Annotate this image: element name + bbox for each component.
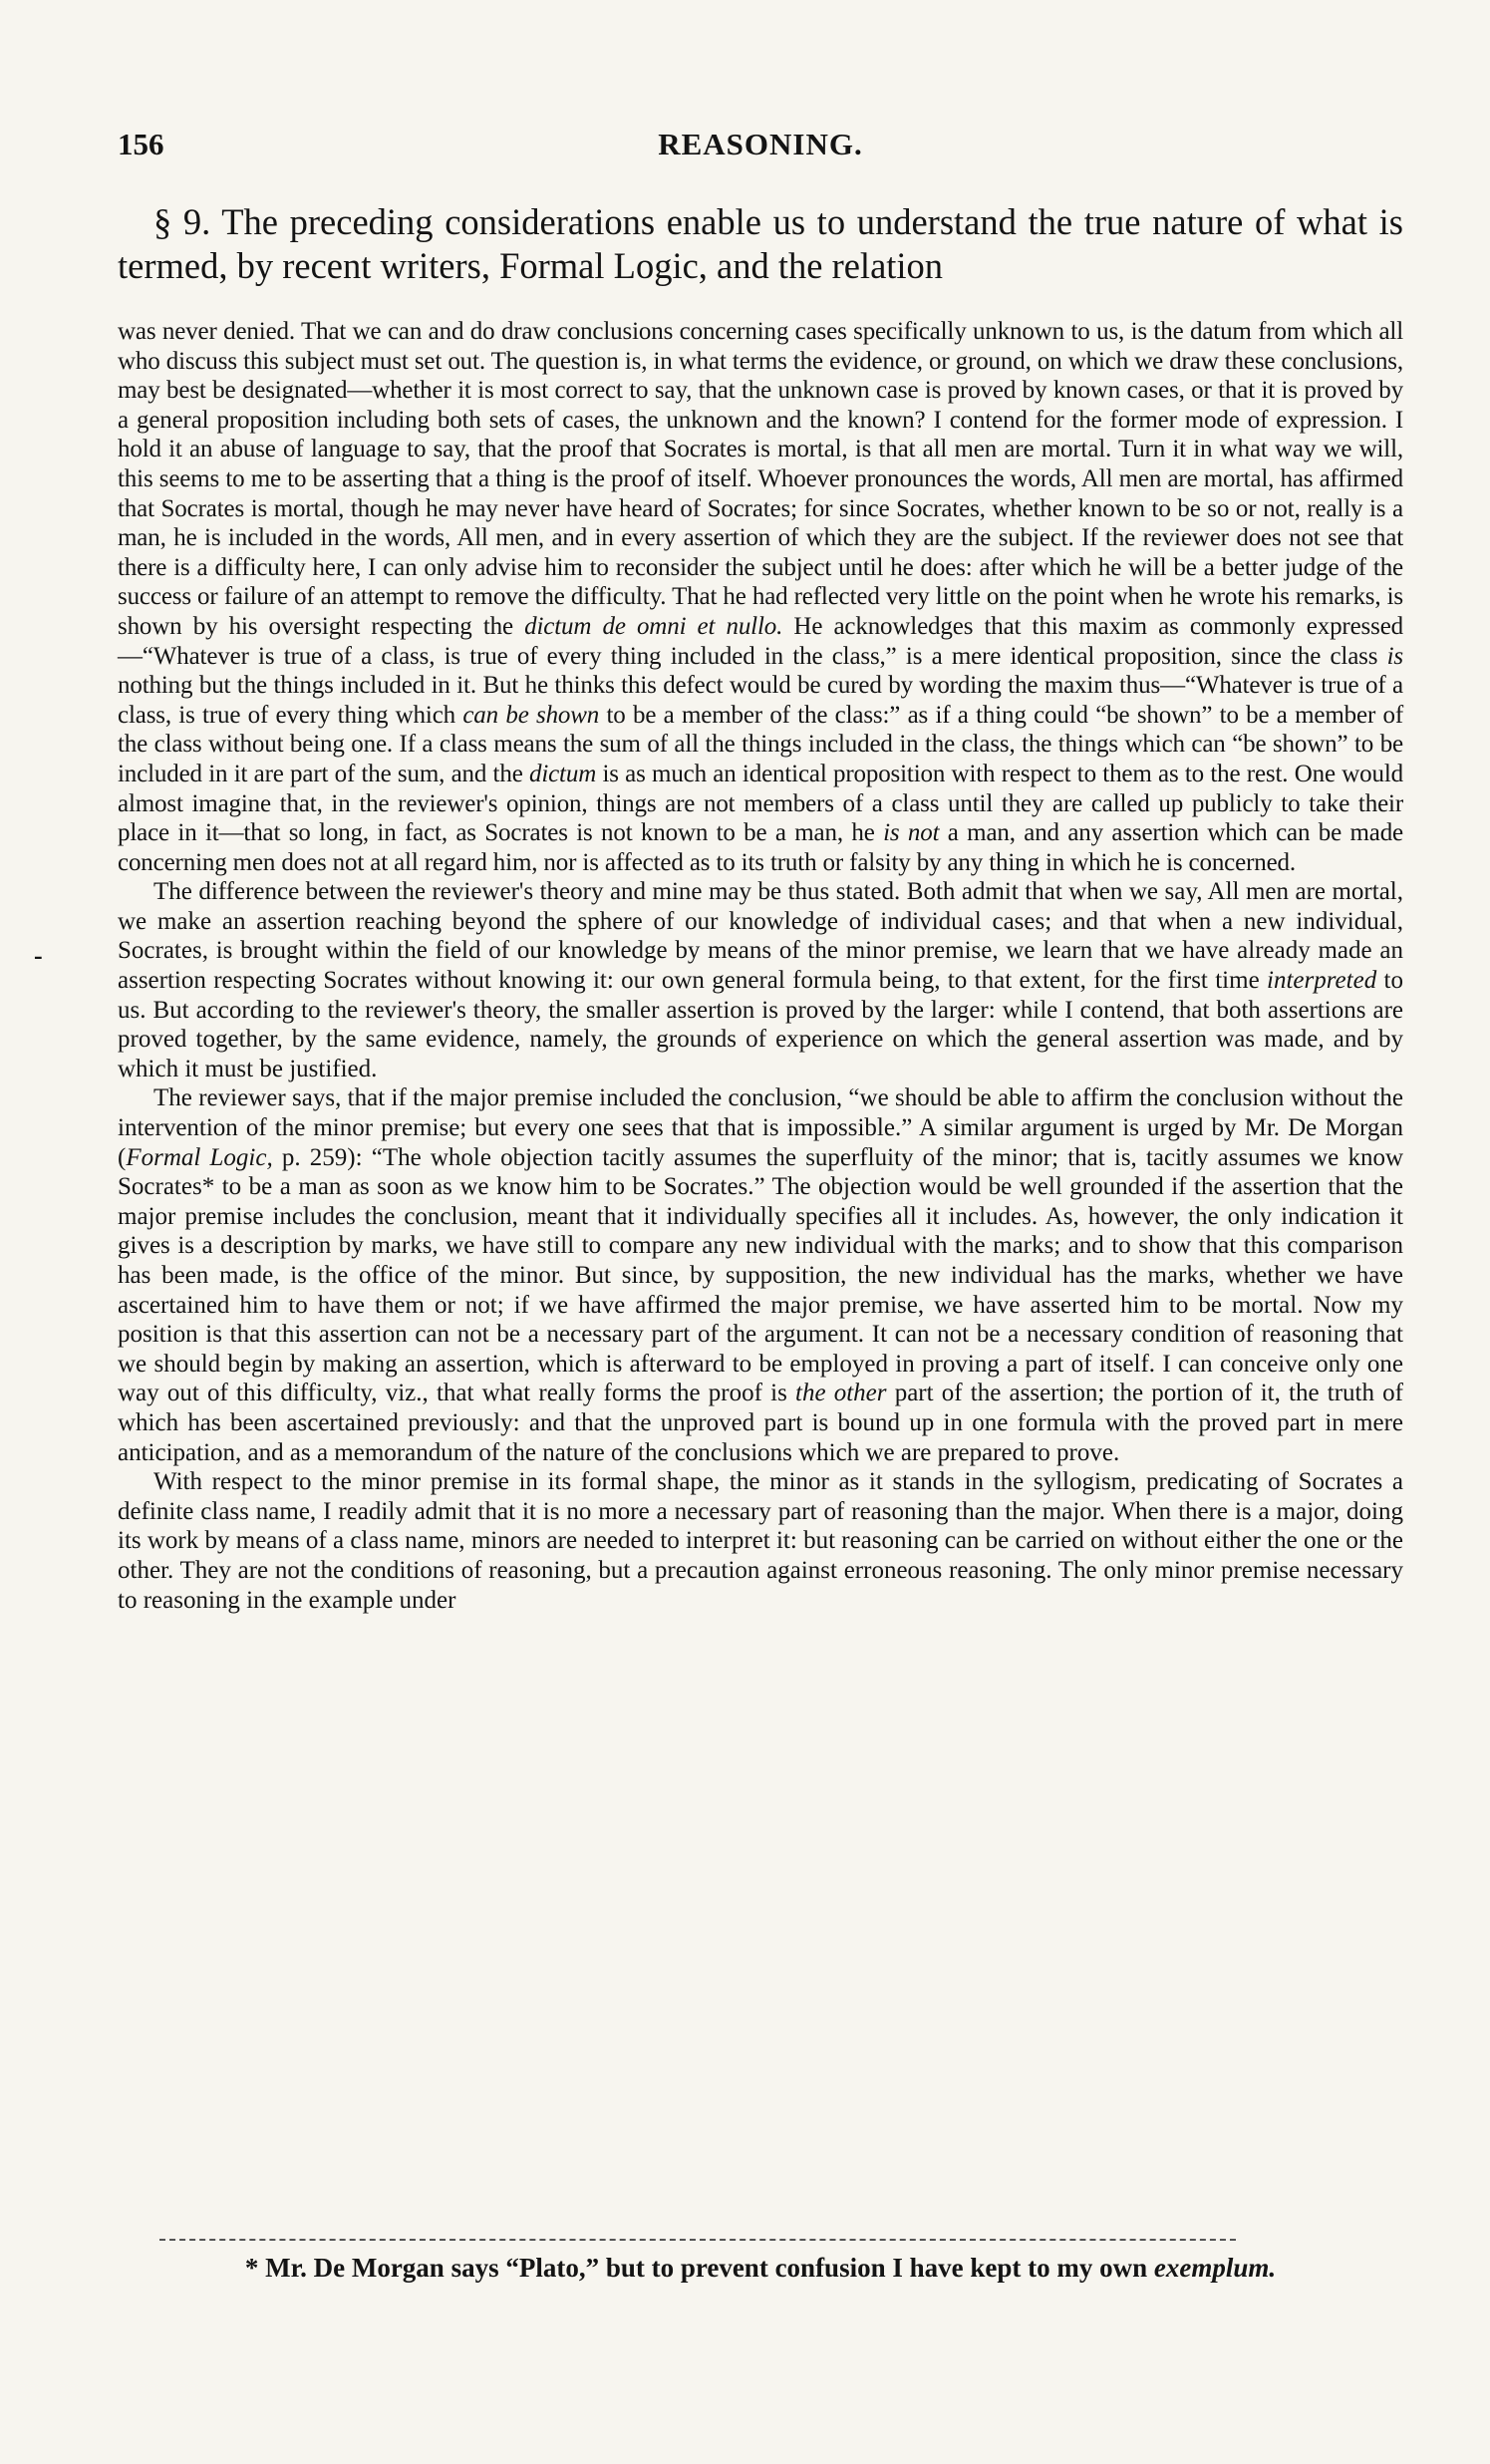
- emphasis-is-not: is not: [883, 819, 940, 847]
- emphasis-dictum-de-omni: dictum de omni et nullo.: [524, 612, 783, 640]
- footnote-divider: [159, 2239, 1236, 2241]
- emphasis-formal-logic: Formal Logic,: [126, 1143, 273, 1171]
- margin-mark: -: [34, 941, 43, 970]
- emphasis-can-be-shown: can be shown: [462, 701, 600, 729]
- section-9-opening: § 9. The preceding considerations enable us to understand the true nature of what is termed, by recent writers, Formal Logic, and the relation: [118, 201, 1403, 286]
- emphasis-interpreted: interpreted: [1267, 967, 1377, 995]
- page-header: [118, 127, 1403, 168]
- paragraph-3: The reviewer says, that if the major premise included the conclusion, “we should be able to affirm the conclusion without the intervention of the minor premise; but every one sees that that is impossible.” A similar argument is urged by Mr. De Morgan (Formal Logic, p. 259): “The whole objection tacitly assumes the superfluity of the minor; that is, tacitly assumes we know Socrates* to be a man as soon as we know him to be Socrates.” The objection would be well grounded if the assertion that the major premise includes the conclusion, meant that it individually specifies all it includes. As, however, the only indication it gives is a description by marks, we have still to compare any new individual with the marks; and to show that this comparison has been made, is the office of the minor. But since, by supposition, the new individual has the marks, whether we have ascertained him to have them or not; if we have affirmed the major premise, we have asserted him to be mortal. Now my position is that this assertion can not be a necessary part of the argument. It can not be a necessary condition of reasoning that we should begin by making an assertion, which is afterward to be employed in proving a part of itself. I can conceive only one way out of this difficulty, viz., that what really forms the proof is the other part of the assertion; the portion of it, the truth of which has been ascertained previously: and that the unproved part is bound up in one formula with the proved part in mere anticipation, and as a memorandum of the nature of the conclusions which we are prepared to prove.: [118, 1084, 1403, 1466]
- page-number: 156: [118, 127, 164, 161]
- paragraph-1: was never denied. That we can and do draw conclusions concerning cases specifically unknown to us, is the datum from which all who discuss this subject must set out. The question is, in what terms the evidence, or ground, on which we draw these conclusions, may best be designated—whether it is most correct to say, that the unknown case is proved by known cases, or that it is proved by a general proposition including both sets of cases, the unknown and the known? I contend for the former mode of expression. I hold it an abuse of language to say, that the proof that Socrates is mortal, is that all men are mortal. Turn it in what way we will, this seems to me to be asserting that a thing is the proof of itself. Whoever pronounces the words, All men are mortal, has affirmed that Socrates is mortal, though he may never have heard of Socrates; for since Socrates, whether known to be so or not, really is a man, he is included in the words, All men, and in every assertion of which they are the subject. If the reviewer does not see that there is a difficulty here, I can only advise him to reconsider the subject until he does: after which he will be a better judge of the success or failure of an attempt to remove the difficulty. That he had reflected very little on the point when he wrote his remarks, is shown by his oversight respecting the dictum de omni et nullo. He acknowledges that this maxim as commonly expressed—“Whatever is true of a class, is true of every thing included in the class,” is a mere identical proposition, since the class is nothing but the things included in it. But he thinks this defect would be cured by wording the maxim thus—“Whatever is true of a class, is true of every thing which can be shown to be a member of the class:” as if a thing could “be shown” to be a member of the class without being one. If a class means the sum of all the things included in the class, the things which can “be shown” to be included in it are part of the sum, and the dictum is as much an identical proposition with respect to them as to the rest. One would almost imagine that, in the reviewer's opinion, things are not members of a class until they are called up publicly to take their place in it—that so long, in fact, as Socrates is not known to be a man, he is not a man, and any assertion which can be made concerning men does not at all regard him, nor is affected as to its truth or falsity by any thing in which he is concerned.: [118, 318, 1403, 876]
- section-heading-text: [118, 200, 1403, 288]
- paragraph-2: The difference between the reviewer's theory and mine may be thus stated. Both admit that when we say, All men are mortal, we make an assertion reaching beyond the sphere of our knowledge of individual cases; and that when a new individual, Socrates, is brought within the field of our knowledge by means of the minor premise, we learn that we have already made an assertion respecting Socrates without knowing it: our own general formula being, to that extent, for the first time interpreted to us. But according to the reviewer's theory, the smaller assertion is proved by the larger: while I contend, that both assertions are proved together, by the same evidence, namely, the grounds of experience on which the general assertion was made, and by which it must be justified.: [118, 878, 1403, 1082]
- footnote-continuation-body: [118, 317, 1403, 1615]
- emphasis-is: is: [1386, 642, 1403, 670]
- running-title: REASONING.: [658, 127, 863, 161]
- emphasis-dictum: dictum: [528, 760, 597, 787]
- paragraph-4: With respect to the minor premise in its formal shape, the minor as it stands in the syllogism, predicating of Socrates a definite class name, I readily admit that it is no more a necessary part of reasoning than the major. When there is a major, doing its work by means of a class name, minors are needed to interpret it: but reasoning can be carried on without either the one or the other. They are not the conditions of reasoning, but a precaution against erroneous reasoning. The only minor premise necessary to reasoning in the example under: [118, 1468, 1403, 1614]
- emphasis-the-other: the other: [795, 1380, 887, 1407]
- emphasis-exemplum: exemplum.: [1153, 2253, 1277, 2283]
- footnote: * Mr. De Morgan says “Plato,” but to prevent confusion I have kept to my own exemplum.: [244, 2253, 1277, 2283]
